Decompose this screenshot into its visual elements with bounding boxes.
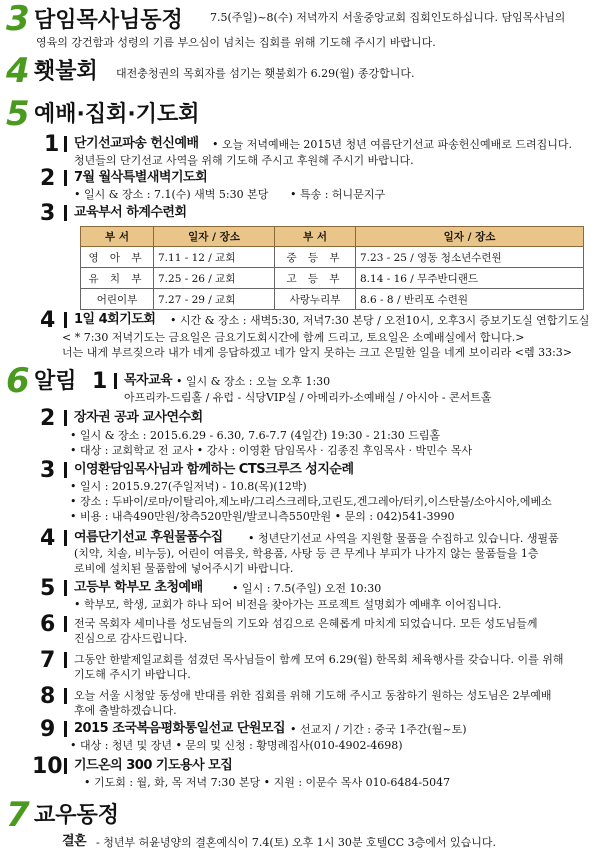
item-text: 아프리카-드림홀 / 유럽 - 식당VIP실 / 아메리카-소예배실 / 아시아 - 콘서트홀: [124, 391, 492, 404]
item-bar: [64, 136, 67, 152]
section-number: 4: [6, 51, 30, 91]
table-header: 일자 / 장소: [356, 227, 584, 247]
item-bar: [64, 616, 67, 632]
table-header: 일자 / 장소: [154, 227, 275, 247]
table-cell: 8.6 - 8 / 반리포 수련원: [356, 289, 584, 310]
item-text: • 일시 : 2015.9.27(주일저녁) - 10.8(목)(12박): [70, 480, 307, 493]
item-text: • 시간 & 장소 : 새벽5:30, 저녁7:30 본당 / 오전10시, 오후3시 증보기도실 연합기도실: [170, 314, 590, 327]
table-header: 부 서: [275, 227, 356, 247]
section-title: 알림: [34, 369, 77, 394]
item-number: 3: [40, 458, 56, 483]
section-title: 교우동정: [34, 803, 120, 828]
item-number: 2: [40, 166, 56, 191]
table-cell: 어린이부: [81, 289, 154, 310]
item-bar: [64, 312, 67, 328]
table-row: [81, 268, 584, 289]
section-text: 대전충청권의 목회자를 섬기는 횃불회가 6.29(월) 종강합니다.: [116, 67, 415, 80]
item-text: < * 7:30 저녁기도는 금요일은 금요기도회시간에 함께 드리고, 토요일은 소예배실에서 합니다.>: [62, 331, 525, 344]
item-text: • 학부모, 학생, 교회가 하나 되어 비전을 찾아가는 프로젝트 설명회가 예배후 이어집니다.: [74, 598, 502, 611]
table-cell: 고 등 부: [275, 268, 356, 289]
item-number: 8: [40, 684, 56, 709]
item-text: 청년들의 단기선교 사역을 위해 기도해 주시고 후원해 주시기 바랍니다.: [74, 154, 414, 167]
table-cell: 영 아 부: [81, 247, 154, 268]
item-text: • 대상 : 교회학교 전 교사 • 강사 : 이영환 담임목사 · 김종진 후임목사 · 박민수 목사: [70, 444, 473, 457]
section-title: 예배·집회·기도회: [34, 102, 200, 127]
table-row: [81, 289, 584, 310]
table-cell: 사랑누리부: [275, 289, 356, 310]
table-cell: 7.27 - 29 / 교회: [154, 289, 275, 310]
section-number: 6: [6, 361, 30, 401]
item-number: 6: [40, 612, 56, 637]
item-text: • 특송 : 허니문지구: [290, 188, 386, 201]
item-text: 기도해 주시기 바랍니다.: [74, 668, 191, 681]
item-title: 이영환담임목사님과 함께하는 CTS크루즈 성지순례: [74, 462, 354, 477]
item-bar: [64, 530, 67, 546]
item-bar: [64, 688, 67, 704]
item-bar: [64, 170, 67, 186]
table-cell: 7.25 - 26 / 교회: [154, 268, 275, 289]
item-number: 7: [40, 648, 56, 673]
item-text: • 일시 : 7.5(주일) 오전 10:30: [232, 582, 382, 595]
table-row: [81, 247, 584, 268]
item-bar: [64, 721, 67, 737]
item-title: 단기선교파송 헌신예배: [74, 136, 199, 151]
item-text: 전국 목회자 세미나를 성도님들의 기도와 섬김으로 은혜롭게 마치게 되었습니다. 모든 성도님들께: [74, 617, 538, 630]
item-text: • 일시 & 장소 : 7.1(수) 새벽 5:30 본당: [74, 188, 269, 201]
item-number: 1: [92, 369, 108, 394]
item-bar: [64, 580, 67, 596]
item-title: 교육부서 하계수련회: [74, 205, 187, 220]
section-text: 7.5(주일)~8(수) 저녁까지 서울중앙교회 집회인도하십니다. 담임목사님의: [210, 11, 566, 24]
item-text: • 선교지 / 기간 : 중국 1주간(월~토): [290, 723, 467, 736]
item-text: • 장소 : 두바이/로마/이탈리아,제노바/그리스크레타,고린도,겐그레아/터키,이스탄불/소아시아,에베소: [70, 495, 552, 508]
item-title: 2015 조국복음평화통일선교 단원모집: [74, 721, 286, 736]
item-title: 여름단기선교 후원물품수집: [74, 530, 223, 545]
item-title: 7월 월삭특별새벽기도회: [74, 170, 208, 185]
item-text: 로비에 설치된 물품함에 넣어주시기 바랍니다.: [74, 562, 294, 575]
item-number: 5: [40, 576, 56, 601]
item-title: 1일 4회기도회: [74, 312, 156, 327]
table-cell: 유 치 부: [81, 268, 154, 289]
item-text: - 청년부 허윤녕양의 결혼예식이 7.4(토) 오후 1시 30분 호텔CC 3층에서 있습니다.: [96, 836, 496, 849]
table-cell: 7.23 - 25 / 영동 청소년수련원: [356, 247, 584, 268]
table-cell: 8.14 - 16 / 무주반디랜드: [356, 268, 584, 289]
table-cell: 중 등 부: [275, 247, 356, 268]
section-text: 영육의 강건함과 성령의 기름 부으심이 넘치는 집회를 위해 기도해 주시기 바랍니다.: [36, 36, 436, 49]
item-text: 오늘 서울 시청앞 동성애 반대를 위한 집회를 위해 기도해 주시고 동참하기 원하는 성도님은 2부예배: [74, 689, 552, 702]
item-text: 그동안 한밭제일교회를 섬겼던 목사님들이 함께 모여 6.29(월) 한목회 체육행사를 갖습니다. 이를 위해: [74, 653, 564, 666]
section-number: 5: [6, 94, 30, 134]
item-title: 목자교육: [124, 373, 173, 388]
item-text: 진심으로 감사드립니다.: [74, 632, 188, 645]
section-title: 횃불회: [34, 59, 98, 84]
item-title: 고등부 학부모 초청예배: [74, 580, 203, 595]
item-number: 10: [32, 754, 63, 779]
item-title: 기드온의 300 기도용사 모집: [74, 758, 233, 773]
item-text: • 기도회 : 월, 화, 목 저녁 7:30 본당 • 지원 : 이문수 목사 010-6484-5047: [84, 776, 451, 789]
item-text: • 대상 : 청년 및 장년 • 문의 및 신청 : 황명례집사(010-4902-4698): [70, 739, 403, 752]
section-number: 3: [6, 0, 30, 39]
item-number: 2: [40, 406, 56, 431]
table-header: 부 서: [81, 227, 154, 247]
section-title: 담임목사님동정: [34, 8, 183, 33]
item-bar: [64, 758, 67, 774]
item-text: 후에 출발하겠습니다.: [74, 704, 177, 717]
item-number: 1: [44, 132, 60, 157]
item-number: 4: [40, 308, 56, 333]
item-number: 4: [40, 526, 56, 551]
item-title: 결혼: [62, 834, 87, 849]
item-text: • 오늘 저녁예배는 2015년 청년 여름단기선교 파송헌신예배로 드려집니다.: [212, 138, 572, 151]
item-title: 장자권 공과 교사연수회: [74, 410, 203, 425]
section-number: 7: [6, 795, 30, 835]
item-text: • 일시 & 장소 : 오늘 오후 1:30: [176, 375, 331, 388]
item-text: 너는 내게 부르짖으라 내가 네게 응답하겠고 네가 알지 못하는 크고 은밀한 일을 네게 보이리라 <렘 33:3>: [62, 346, 572, 359]
item-bar: [64, 462, 67, 478]
item-bar: [64, 205, 67, 221]
item-number: 3: [40, 201, 56, 226]
item-text: • 일시 & 장소 : 2015.6.29 - 6.30, 7.6-7.7 (4일간) 19:30 - 21:30 드림홀: [70, 429, 441, 442]
item-text: • 청년단기선교 사역을 지원할 물품을 수집하고 있습니다. 생필품: [248, 532, 559, 545]
item-bar: [64, 652, 67, 668]
item-bar: [64, 410, 67, 426]
item-number: 9: [40, 717, 56, 742]
item-bar: [114, 373, 117, 389]
item-text: • 비용 : 내측490만원/창측520만원/발코니측550만원 • 문의 : 042)541-3990: [70, 510, 455, 523]
item-text: (치약, 치솔, 비누등), 어린이 여름옷, 학용품, 사탕 등 큰 무게나 부피가 나가지 않는 물품들을 1층: [74, 547, 539, 560]
table-cell: 7.11 - 12 / 교회: [154, 247, 275, 268]
camp-schedule-table: [80, 226, 584, 310]
